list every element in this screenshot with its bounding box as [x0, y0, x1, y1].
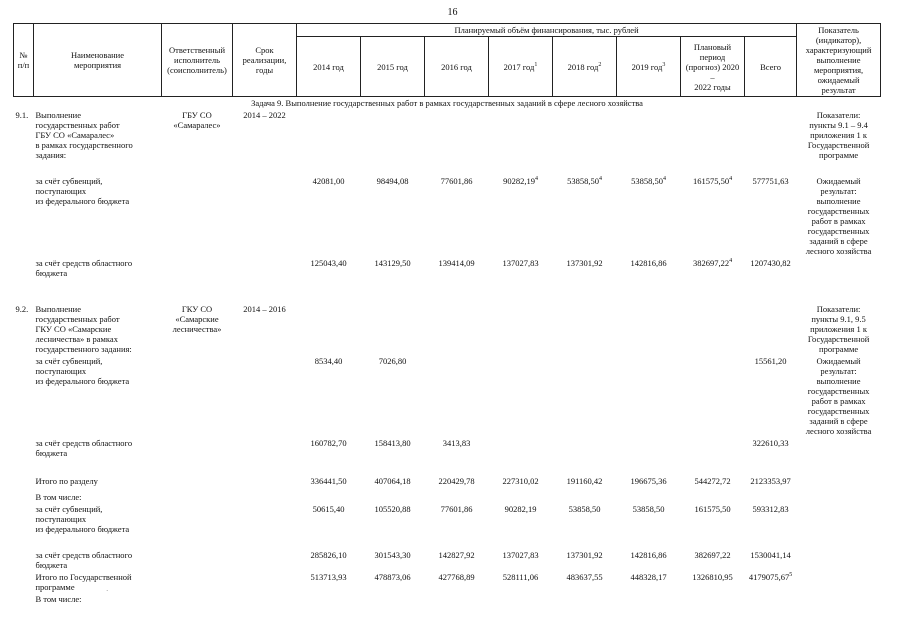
- value-total-cell: [745, 475, 797, 491]
- value-2019-cell: [617, 503, 681, 549]
- value-2018: 137301,92: [566, 258, 603, 268]
- value-2016: 77601,86: [440, 504, 473, 514]
- value-2015: 158413,80: [374, 438, 411, 448]
- value-2018-cell: [553, 257, 617, 303]
- value-total-cell: [745, 257, 797, 303]
- value-2017-cell: [489, 503, 553, 549]
- value-2018: 191160,42: [566, 476, 603, 486]
- value-2017-cell: [489, 549, 553, 571]
- value-planned-cell: [681, 593, 745, 605]
- value-planned-cell: [681, 303, 745, 355]
- value-planned: 1326810,95: [692, 572, 733, 582]
- value-total: 15561,20: [754, 356, 787, 366]
- table-row: [14, 475, 881, 491]
- value-2018: 53858,50: [568, 504, 601, 514]
- value-2016: 77601,86: [440, 176, 473, 186]
- value-planned-cell: [681, 571, 745, 593]
- value-2017-cell: [489, 475, 553, 491]
- row-executor-cell: [162, 549, 233, 571]
- row-name-cell: [34, 475, 162, 491]
- value-planned-cell: [681, 549, 745, 571]
- financing-table: [13, 23, 881, 605]
- row-indicator-cell: [797, 437, 881, 475]
- row-name: за счёт средств областного бюджета: [35, 550, 133, 570]
- header-2015: 2015 год: [361, 37, 425, 97]
- row-name-cell: [34, 303, 162, 355]
- value-2018-cell: [553, 503, 617, 549]
- value-2016-cell: [425, 109, 489, 175]
- row-period-cell: [233, 571, 297, 593]
- value-2014-cell: [297, 549, 361, 571]
- value-total: 1530041,14: [750, 550, 791, 560]
- row-name: В том числе:: [35, 492, 82, 502]
- value-total-cell: [745, 503, 797, 549]
- value-total-cell: [745, 491, 797, 503]
- value-2017-cell: [489, 593, 553, 605]
- value-2019-cell: [617, 549, 681, 571]
- row-num-cell: [14, 549, 34, 571]
- value-2019-cell: [617, 257, 681, 303]
- page-number: 16: [447, 7, 458, 18]
- row-period-cell: [233, 303, 297, 355]
- value-2014-cell: [297, 491, 361, 503]
- value-2015: 407064,18: [374, 476, 411, 486]
- table-body: [14, 97, 881, 606]
- value-2018: 137301,92: [566, 550, 603, 560]
- row-executor-cell: [162, 109, 233, 175]
- value-planned-footnote: 4: [729, 258, 733, 265]
- row-indicator-cell: [797, 475, 881, 491]
- row-name: Выполнение государственных работ ГКУ СО «Самарские лесничества» в рамках государственного задания:: [35, 304, 132, 354]
- row-indicator-cell: [797, 355, 881, 437]
- value-2017-cell: [489, 437, 553, 475]
- row-executor-cell: [162, 475, 233, 491]
- value-2017-cell: [489, 303, 553, 355]
- value-2015: 7026,80: [378, 356, 407, 366]
- value-2019-cell: [617, 109, 681, 175]
- value-2016-cell: [425, 303, 489, 355]
- value-planned: 382697,22: [694, 550, 731, 560]
- row-name-cell: [34, 491, 162, 503]
- value-2017-cell: [489, 491, 553, 503]
- row-indicator-cell: [797, 175, 881, 257]
- header-planned: Плановый период (прогноз) 2020 – 2022 годы: [681, 37, 745, 97]
- value-2017: 137027,83: [502, 550, 539, 560]
- row-period-cell: [233, 491, 297, 503]
- task-title: Задача 9. Выполнение государственных работ в рамках государственных заданий в сфере лесного хозяйства: [251, 98, 643, 108]
- row-num-cell: [14, 257, 34, 303]
- value-2018-cell: [553, 437, 617, 475]
- header-2017: 2017 год$^1$: [489, 37, 553, 97]
- value-2018-footnote: 4: [598, 176, 602, 183]
- row-num-cell: [14, 303, 34, 355]
- value-2019-cell: [617, 593, 681, 605]
- row-name: за счёт средств областного бюджета: [35, 258, 133, 278]
- value-2015-cell: [361, 303, 425, 355]
- row-executor-cell: [162, 571, 233, 593]
- value-planned: 161575,50: [694, 504, 731, 514]
- table-row: [14, 355, 881, 437]
- header-2014: 2014 год: [297, 37, 361, 97]
- value-2014-cell: [297, 355, 361, 437]
- value-2018-cell: [553, 355, 617, 437]
- value-2018-cell: [553, 475, 617, 491]
- value-2015: 143129,50: [374, 258, 411, 268]
- row-indicator-cell: [797, 549, 881, 571]
- value-2014-cell: [297, 303, 361, 355]
- row-executor-cell: [162, 503, 233, 549]
- value-2015-cell: [361, 175, 425, 257]
- value-planned: 161575,50: [692, 176, 730, 186]
- row-executor-cell: [162, 257, 233, 303]
- value-2016: 220429,78: [438, 476, 475, 486]
- table-row: [14, 437, 881, 475]
- value-2017: 90282,19: [503, 176, 535, 186]
- row-period-cell: [233, 503, 297, 549]
- value-2015-cell: [361, 549, 425, 571]
- value-total-cell: [745, 109, 797, 175]
- value-2018: 483637,55: [566, 572, 603, 582]
- row-indicator-cell: [797, 571, 881, 593]
- table-row: [14, 303, 881, 355]
- value-2015-cell: [361, 491, 425, 503]
- row-indicator: Показатели: пункты 9.1 – 9.4 приложения 1 к Государственной программе: [807, 110, 870, 160]
- table-row: [14, 549, 881, 571]
- row-indicator-cell: [797, 503, 881, 549]
- value-2014-cell: [297, 257, 361, 303]
- value-2017: 528111,06: [502, 572, 539, 582]
- row-period-cell: [233, 593, 297, 605]
- value-2014: 160782,70: [310, 438, 347, 448]
- value-total-cell: [745, 593, 797, 605]
- value-2015-cell: [361, 503, 425, 549]
- row-num: 9.2.: [15, 304, 29, 314]
- value-total-cell: [745, 571, 797, 593]
- header-2018: 2018 год$^2$: [553, 37, 617, 97]
- row-name-cell: [34, 571, 162, 593]
- value-total-cell: [745, 549, 797, 571]
- row-executor: ГБУ СО «Самаралес»: [173, 110, 221, 130]
- header-executor: Ответственный исполнитель (соисполнитель): [162, 24, 233, 97]
- value-2014: 285826,10: [310, 550, 347, 560]
- value-total: 2123353,97: [750, 476, 791, 486]
- value-total: 322610,33: [752, 438, 789, 448]
- header-2019: 2019 год$^3$: [617, 37, 681, 97]
- row-name: за счёт субвенций, поступающих из федерального бюджета: [35, 504, 130, 534]
- value-2014-cell: [297, 475, 361, 491]
- row-executor: ГКУ СО «Самарские лесничества»: [172, 304, 222, 334]
- value-2019-cell: [617, 571, 681, 593]
- value-2014-cell: [297, 109, 361, 175]
- row-num-cell: [14, 109, 34, 175]
- table-row: [14, 257, 881, 303]
- table-row: [14, 109, 881, 175]
- value-2015-cell: [361, 355, 425, 437]
- value-2016: 3413,83: [442, 438, 471, 448]
- value-2018-cell: [553, 593, 617, 605]
- value-2014-cell: [297, 175, 361, 257]
- value-2018-cell: [553, 109, 617, 175]
- value-2014-cell: [297, 571, 361, 593]
- value-2014-cell: [297, 503, 361, 549]
- row-num-cell: [14, 491, 34, 503]
- value-2016-cell: [425, 593, 489, 605]
- value-planned-cell: [681, 109, 745, 175]
- value-2016: 427768,89: [438, 572, 475, 582]
- value-2016-cell: [425, 437, 489, 475]
- row-executor-cell: [162, 355, 233, 437]
- value-2018-cell: [553, 175, 617, 257]
- value-2017: 90282,19: [504, 504, 537, 514]
- row-executor-cell: [162, 491, 233, 503]
- value-2016-cell: [425, 491, 489, 503]
- row-name-cell: [34, 355, 162, 437]
- value-2018-cell: [553, 571, 617, 593]
- value-2015-cell: [361, 475, 425, 491]
- value-2017-cell: [489, 355, 553, 437]
- value-planned: 382697,22: [692, 258, 730, 268]
- stray-mark: ·: [106, 587, 109, 595]
- row-name: В том числе:: [35, 594, 82, 604]
- value-2016-cell: [425, 549, 489, 571]
- value-2019: 53858,50: [631, 176, 663, 186]
- value-2015-cell: [361, 593, 425, 605]
- row-name-cell: [34, 593, 162, 605]
- value-2015: 301543,30: [374, 550, 411, 560]
- row-executor-cell: [162, 593, 233, 605]
- row-name: за счёт средств областного бюджета: [35, 438, 133, 458]
- table-row: [14, 491, 881, 503]
- header-num: № п/п: [14, 24, 34, 97]
- row-period-cell: [233, 175, 297, 257]
- row-executor-cell: [162, 437, 233, 475]
- value-2015-cell: [361, 257, 425, 303]
- row-num-cell: [14, 355, 34, 437]
- value-planned-cell: [681, 257, 745, 303]
- row-period-cell: [233, 109, 297, 175]
- row-indicator-cell: [797, 593, 881, 605]
- row-name: Итого по разделу: [35, 476, 98, 486]
- row-name: Выполнение государственных работ ГБУ СО «Самаралес» в рамках государственного задания:: [35, 110, 133, 160]
- row-name-cell: [34, 109, 162, 175]
- row-indicator: Ожидаемый результат: выполнение государственных работ в рамках государственных заданий в сфере лесного хозяйства: [805, 356, 872, 436]
- row-period-cell: [233, 437, 297, 475]
- row-indicator: Показатели: пункты 9.1, 9.5 приложения 1 к Государственной программе: [807, 304, 870, 354]
- value-2019-footnote: 4: [662, 176, 666, 183]
- row-executor-cell: [162, 303, 233, 355]
- value-2015-cell: [361, 571, 425, 593]
- header-total: Всего: [745, 37, 797, 97]
- row-num-cell: [14, 475, 34, 491]
- value-total: 577751,63: [752, 176, 789, 186]
- value-2017: 227310,02: [502, 476, 539, 486]
- row-name-cell: [34, 257, 162, 303]
- row-num: 9.1.: [15, 110, 29, 120]
- value-2016: 142827,92: [438, 550, 475, 560]
- row-period-cell: [233, 549, 297, 571]
- value-2017-cell: [489, 571, 553, 593]
- row-name: за счёт субвенций, поступающих из федерального бюджета: [35, 176, 130, 206]
- value-2015: 105520,88: [374, 504, 411, 514]
- row-indicator-cell: [797, 491, 881, 503]
- row-num-cell: [14, 437, 34, 475]
- value-2016-cell: [425, 503, 489, 549]
- value-2018-cell: [553, 549, 617, 571]
- value-2019: 142816,86: [630, 550, 667, 560]
- row-indicator-cell: [797, 109, 881, 175]
- value-2017-cell: [489, 109, 553, 175]
- value-2014: 42081,00: [312, 176, 345, 186]
- value-2019-cell: [617, 355, 681, 437]
- row-name-cell: [34, 549, 162, 571]
- row-name: за счёт субвенций, поступающих из федерального бюджета: [35, 356, 130, 386]
- value-total: 4179075,67: [748, 572, 790, 582]
- value-2014-cell: [297, 593, 361, 605]
- header-indicator: Показатель (индикатор), характеризующий выполнение мероприятия, ожидаемый результат: [797, 24, 881, 97]
- row-period: 2014 – 2016: [243, 304, 286, 314]
- value-2016: 139414,09: [438, 258, 475, 268]
- value-2014-cell: [297, 437, 361, 475]
- value-2016-cell: [425, 475, 489, 491]
- value-planned-footnote: 4: [729, 176, 733, 183]
- value-2015: 98494,08: [376, 176, 409, 186]
- header-2016: 2016 год: [425, 37, 489, 97]
- row-num-cell: [14, 503, 34, 549]
- header-period: Срок реализации, годы: [233, 24, 297, 97]
- table-row: [14, 571, 881, 593]
- value-2015-cell: [361, 109, 425, 175]
- row-num-cell: [14, 175, 34, 257]
- value-2019-cell: [617, 437, 681, 475]
- value-2016-cell: [425, 175, 489, 257]
- value-2016-cell: [425, 257, 489, 303]
- value-2019: 53858,50: [632, 504, 665, 514]
- value-2018-cell: [553, 491, 617, 503]
- row-num-cell: [14, 571, 34, 593]
- row-indicator-cell: [797, 303, 881, 355]
- row-indicator-cell: [797, 257, 881, 303]
- value-2017-cell: [489, 175, 553, 257]
- value-total-footnote: 5: [789, 572, 793, 579]
- row-indicator: Ожидаемый результат: выполнение государственных работ в рамках государственных заданий в сфере лесного хозяйства: [805, 176, 872, 256]
- value-planned-cell: [681, 175, 745, 257]
- value-2019: 142816,86: [630, 258, 667, 268]
- header-name: Наименование мероприятия: [34, 24, 162, 97]
- value-2015-cell: [361, 437, 425, 475]
- value-2014: 513713,93: [310, 572, 347, 582]
- value-2017-footnote: 4: [534, 176, 538, 183]
- value-planned-cell: [681, 503, 745, 549]
- value-2019-cell: [617, 491, 681, 503]
- value-planned: 544272,72: [694, 476, 731, 486]
- row-name-cell: [34, 175, 162, 257]
- value-2016-cell: [425, 571, 489, 593]
- value-2014: 125043,40: [310, 258, 347, 268]
- row-period-cell: [233, 355, 297, 437]
- value-2015: 478873,06: [374, 572, 411, 582]
- value-2019: 196675,36: [630, 476, 667, 486]
- table-row: [14, 593, 881, 605]
- row-executor-cell: [162, 175, 233, 257]
- row-period-cell: [233, 475, 297, 491]
- value-planned-cell: [681, 355, 745, 437]
- row-name-cell: [34, 437, 162, 475]
- value-2019-cell: [617, 303, 681, 355]
- row-period: 2014 – 2022: [243, 110, 286, 120]
- value-planned-cell: [681, 491, 745, 503]
- value-2017: 137027,83: [502, 258, 539, 268]
- row-name: Итого по Государственной программе: [35, 572, 132, 592]
- value-2017-cell: [489, 257, 553, 303]
- value-total: 1207430,82: [750, 258, 791, 268]
- value-total-cell: [745, 437, 797, 475]
- value-total-cell: [745, 175, 797, 257]
- value-2019: 448328,17: [630, 572, 667, 582]
- value-total-cell: [745, 303, 797, 355]
- value-2014: 8534,40: [314, 356, 343, 366]
- value-2019-cell: [617, 475, 681, 491]
- value-2016-cell: [425, 355, 489, 437]
- value-planned-cell: [681, 475, 745, 491]
- value-total: 593312,83: [752, 504, 789, 514]
- row-num-cell: [14, 593, 34, 605]
- value-planned-cell: [681, 437, 745, 475]
- row-name-cell: [34, 503, 162, 549]
- value-2019-cell: [617, 175, 681, 257]
- value-total-cell: [745, 355, 797, 437]
- header-funding-group: Планируемый объём финансирования, тыс. рублей: [297, 24, 797, 37]
- row-period-cell: [233, 257, 297, 303]
- table-row: [14, 503, 881, 549]
- value-2014: 50615,40: [312, 504, 345, 514]
- table-row: [14, 175, 881, 257]
- value-2018: 53858,50: [567, 176, 599, 186]
- value-2018-cell: [553, 303, 617, 355]
- value-2014: 336441,50: [310, 476, 347, 486]
